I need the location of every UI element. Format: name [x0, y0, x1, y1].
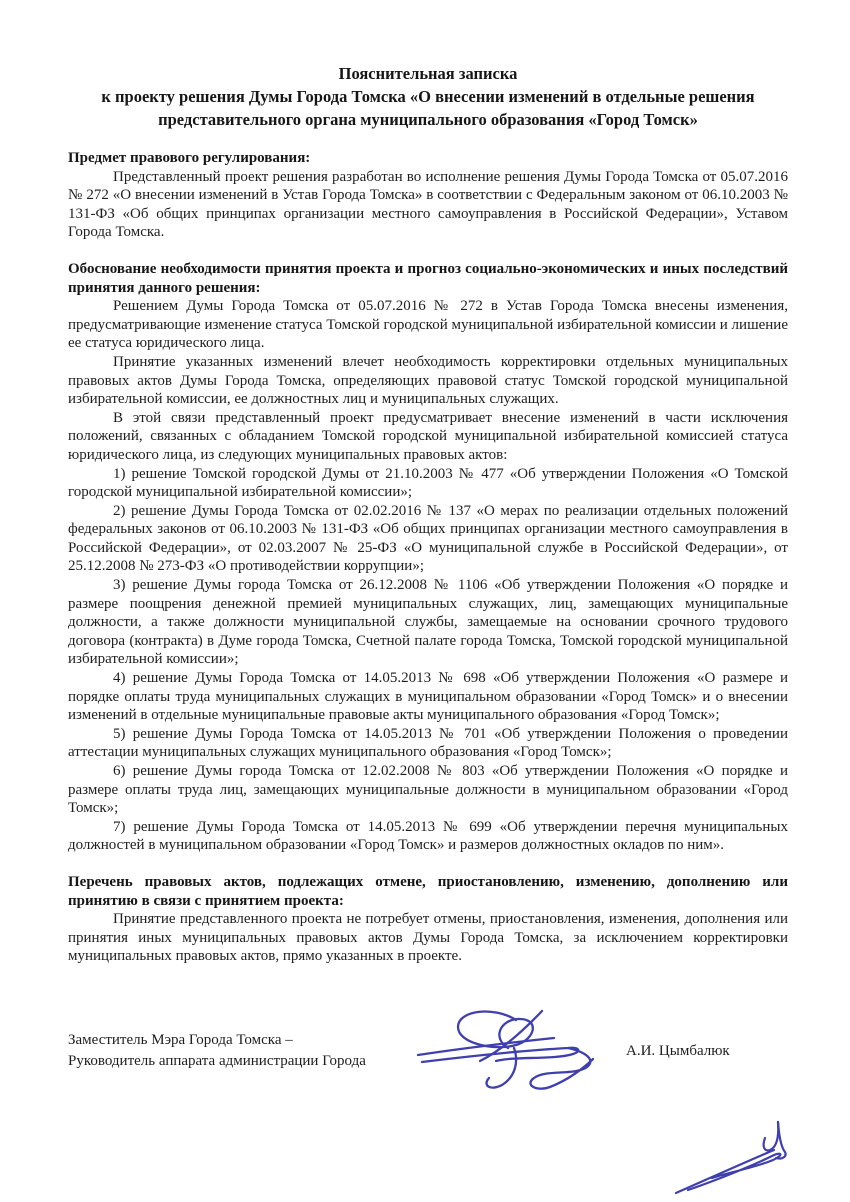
list-item-paragraph: 1) решение Томской городской Думы от 21.10.2003 № 477 «Об утверждении Положения «О Томской городской муниципальной избирательной комиссии»;: [68, 465, 788, 501]
pen-mark-ink: [668, 1096, 808, 1201]
title-line: к проекту решения Думы Города Томска «О внесении изменений в отдельные решения: [101, 87, 755, 106]
signer-position: [68, 1030, 366, 1072]
section-acts-list: [68, 873, 788, 966]
section-justification: [68, 260, 788, 855]
section-heading: Перечень правовых актов, подлежащих отмене, приостановлению, изменению, дополнению или принятию в связи с принятием проекта:: [68, 873, 788, 909]
paragraph: В этой связи представленный проект предусматривает внесение изменений в части исключения положений, связанных с обладанием Томской городской муниципальной избирательной комиссией статуса юридического лица, из следующих муниципальных правовых актов:: [68, 409, 788, 463]
list-item-paragraph: 2) решение Думы Города Томска от 02.02.2016 № 137 «О мерах по реализации отдельных положений федеральных законов от 06.10.2003 № 131-ФЗ «Об общих принципах организации местного самоуправления в Российской Федерации», от 02.03.2007 № 25-ФЗ «О муниципальной службе в Российской Федерации», от 25.12.2008 № 273-ФЗ «О противодействии коррупции»;: [68, 502, 788, 575]
list-item-paragraph: 5) решение Думы Города Томска от 14.05.2013 № 701 «Об утверждении Положения о проведении аттестации муниципальных служащих муниципального образования «Город Томск»;: [68, 725, 788, 761]
paragraph: Представленный проект решения разработан во исполнение решения Думы Города Томска от 05.07.2016 № 272 «О внесении изменений в Устав Города Томска» в соответствии с Федеральным законом от 06.10.2003 № 131-ФЗ «Об общих принципах организации местного самоуправления в Российской Федерации», Уставом Города Томска.: [68, 168, 788, 241]
signer-position-line: Руководитель аппарата администрации Города: [68, 1052, 366, 1069]
list-item-paragraph: 7) решение Думы Города Томска от 14.05.2013 № 699 «Об утверждении перечня муниципальных должностей в муниципальном образовании «Город Томск» и размеров должностных окладов по ним».: [68, 818, 788, 854]
paragraph: Решением Думы Города Томска от 05.07.2016 № 272 в Устав Города Томска внесены изменения, предусматривающие изменение статуса Томской городской муниципальной избирательной комиссии и лишение ее статуса юридического лица.: [68, 298, 788, 352]
list-item-paragraph: 4) решение Думы Города Томска от 14.05.2013 № 698 «Об утверждении Положения «О размере и порядке оплаты труда муниципальных служащих в муниципальном образовании «Город Томск» и о внесении изменений в отдельные муниципальные правовые акты муниципального образования «Город Томск»;: [68, 670, 788, 724]
signature-ink: [416, 1004, 601, 1104]
list-item-paragraph: 6) решение Думы города Томска от 12.02.2008 № 803 «Об утверждении Положения «О порядке и размере оплаты труда лиц, замещающих муниципальные должности в муниципальном образовании «Город Томск»;: [68, 763, 788, 817]
section-heading: Обоснование необходимости принятия проекта и прогноз социально-экономических и иных последствий принятия данного решения:: [68, 260, 788, 296]
title-line: Пояснительная записка: [338, 64, 518, 83]
title-line: представительного органа муниципального образования «Город Томск»: [158, 110, 698, 129]
list-item-paragraph: 3) решение Думы города Томска от 26.12.2008 № 1106 «Об утверждении Положения «О порядке и размере поощрения денежной премией муниципальных служащих, лиц, замещающих муниципальные должности, а также должности муниципальной службы, замещаемые на основании срочного трудового договора (контракта) в Думе города Томска, Счетной палате города Томска, Томской городской муниципальной избирательной комиссии»;: [68, 577, 788, 668]
section-subject: [68, 149, 788, 242]
paragraph: Принятие представленного проекта не потребует отмены, приостановления, изменения, дополнения или принятия иных муниципальных правовых актов Думы Города Томска, за исключением корректировки муниципальных правовых актов, прямо указанных в проекте.: [68, 911, 788, 965]
signer-name: А.И. Цымбалюк: [626, 1042, 730, 1059]
signer-position-line: Заместитель Мэра Города Томска –: [68, 1031, 293, 1048]
section-heading: Предмет правового регулирования:: [68, 150, 311, 166]
paragraph: Принятие указанных изменений влечет необходимость корректировки отдельных муниципальных правовых актов Думы Города Томска, определяющих правовой статус Томской городской муниципальной избирательной комиссии, ее должностных лиц и муниципальных служащих.: [68, 353, 788, 408]
page-title: [68, 62, 788, 131]
